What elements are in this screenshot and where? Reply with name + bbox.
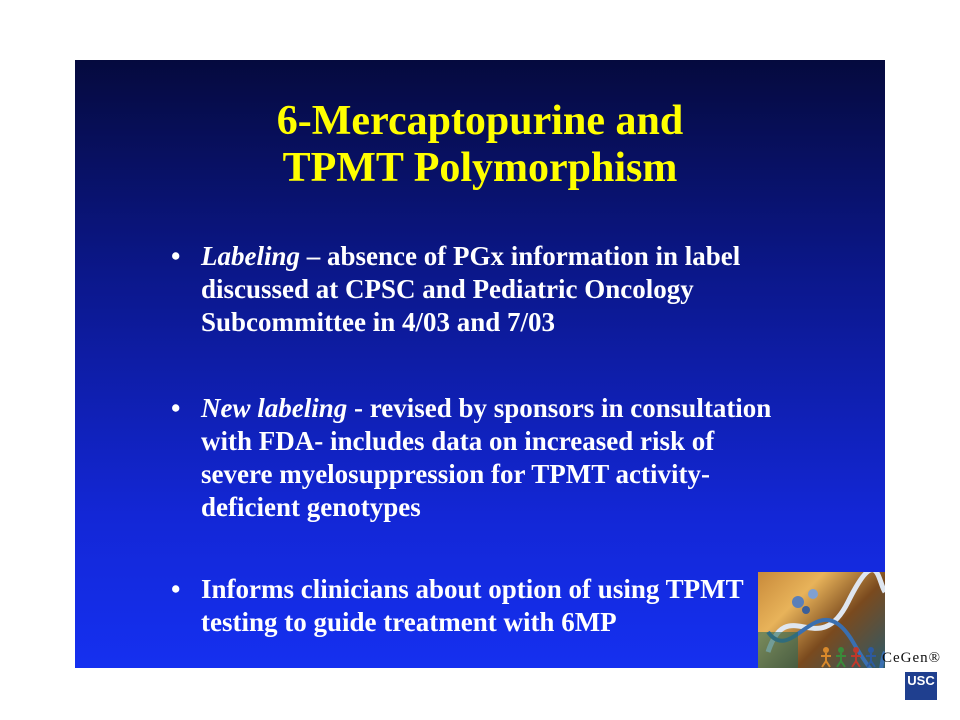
slide-title xyxy=(75,98,885,192)
bullet-dot: • xyxy=(171,393,181,423)
bullet-text: Informs clinicians about option of using TPMT testing to guide treatment with 6MP xyxy=(201,574,744,637)
bullet-item xyxy=(171,240,791,339)
bullet-dot: • xyxy=(171,574,181,604)
bullet-dot: • xyxy=(171,241,181,271)
usc-logo-text: USC xyxy=(907,673,935,688)
people-figures-icon xyxy=(820,646,878,668)
title-line-2: TPMT Polymorphism xyxy=(282,145,678,191)
bullet-lead: New labeling xyxy=(201,393,348,423)
bullet-text: – absence of PGx information in label discussed at CPSC and Pediatric Oncology Subcommittee in 4/03 and 7/03 xyxy=(201,241,741,337)
bullet-item xyxy=(171,392,791,524)
bullet-item xyxy=(171,573,791,639)
title-line-1: 6-Mercaptopurine and xyxy=(276,98,684,144)
cegen-logo: CeGen® xyxy=(882,650,942,666)
usc-shield-icon xyxy=(905,672,937,700)
bullet-lead: Labeling xyxy=(201,241,300,271)
bullet-text: - revised by sponsors in consultation with FDA- includes data on increased risk of severe myelosuppression for TPMT activity-deficient genotypes xyxy=(201,393,772,522)
